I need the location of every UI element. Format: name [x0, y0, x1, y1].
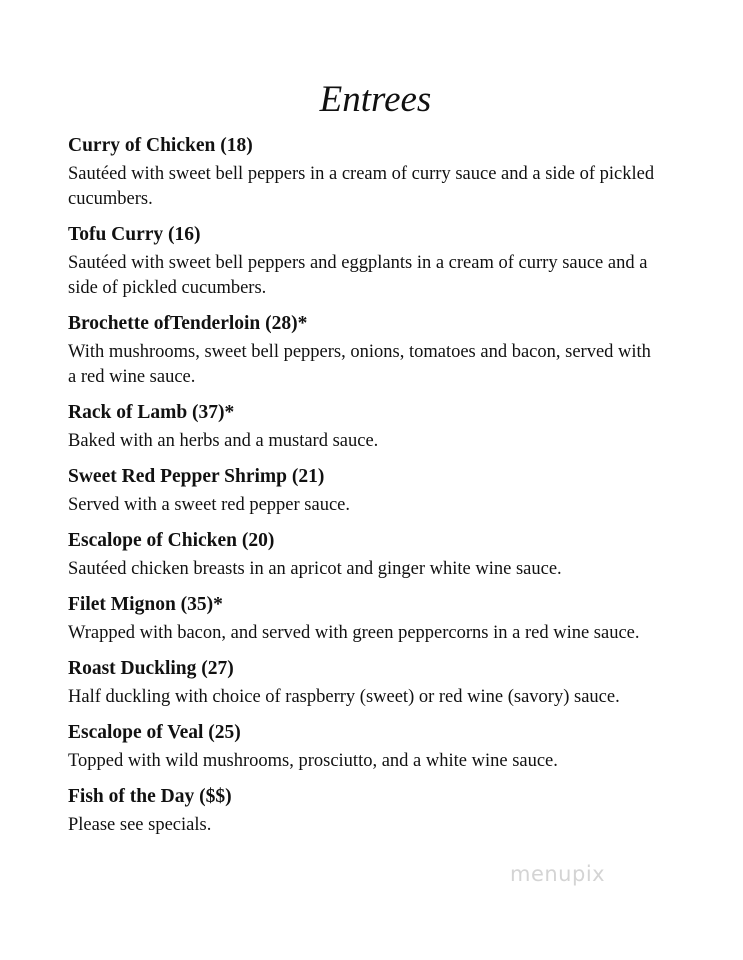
item-description: With mushrooms, sweet bell peppers, onions, tomatoes and bacon, served with a red wine sauce.	[68, 342, 651, 387]
entree-list	[68, 130, 658, 845]
item-name: Roast Duckling (27)	[68, 658, 234, 679]
item-name: Tofu Curry (16)	[68, 224, 201, 245]
item-name: Escalope of Chicken (20)	[68, 530, 275, 551]
menu-item	[68, 717, 658, 774]
item-description: Sautéed with sweet bell peppers and eggplants in a cream of curry sauce and a side of pickled cucumbers.	[68, 253, 648, 298]
menu-item	[68, 653, 658, 710]
item-name: Brochette ofTenderloin (28)*	[68, 313, 308, 334]
item-name: Curry of Chicken (18)	[68, 135, 253, 156]
item-description: Baked with an herbs and a mustard sauce.	[68, 431, 379, 451]
item-description: Sautéed chicken breasts in an apricot and ginger white wine sauce.	[68, 559, 562, 579]
menu-item	[68, 130, 658, 212]
menu-item	[68, 589, 658, 646]
menu-item	[68, 461, 658, 518]
item-description: Wrapped with bacon, and served with green peppercorns in a red wine sauce.	[68, 623, 640, 643]
watermark: menupix	[510, 862, 606, 886]
menu-item	[68, 219, 658, 301]
item-description: Served with a sweet red pepper sauce.	[68, 495, 351, 515]
item-description: Half duckling with choice of raspberry (sweet) or red wine (savory) sauce.	[68, 687, 620, 707]
item-name: Sweet Red Pepper Shrimp (21)	[68, 466, 325, 487]
page-title: Entrees	[319, 79, 432, 120]
item-name: Filet Mignon (35)*	[68, 594, 223, 615]
item-description: Please see specials.	[68, 815, 212, 835]
menu-item	[68, 781, 658, 838]
item-description: Sautéed with sweet bell peppers in a cream of curry sauce and a side of pickled cucumbers.	[68, 164, 655, 209]
item-description: Topped with wild mushrooms, prosciutto, and a white wine sauce.	[68, 751, 558, 771]
item-name: Rack of Lamb (37)*	[68, 402, 235, 423]
item-name: Fish of the Day ($$)	[68, 786, 232, 807]
menu-item	[68, 525, 658, 582]
menu-item	[68, 397, 658, 454]
menu-item	[68, 308, 658, 390]
item-name: Escalope of Veal (25)	[68, 722, 241, 743]
